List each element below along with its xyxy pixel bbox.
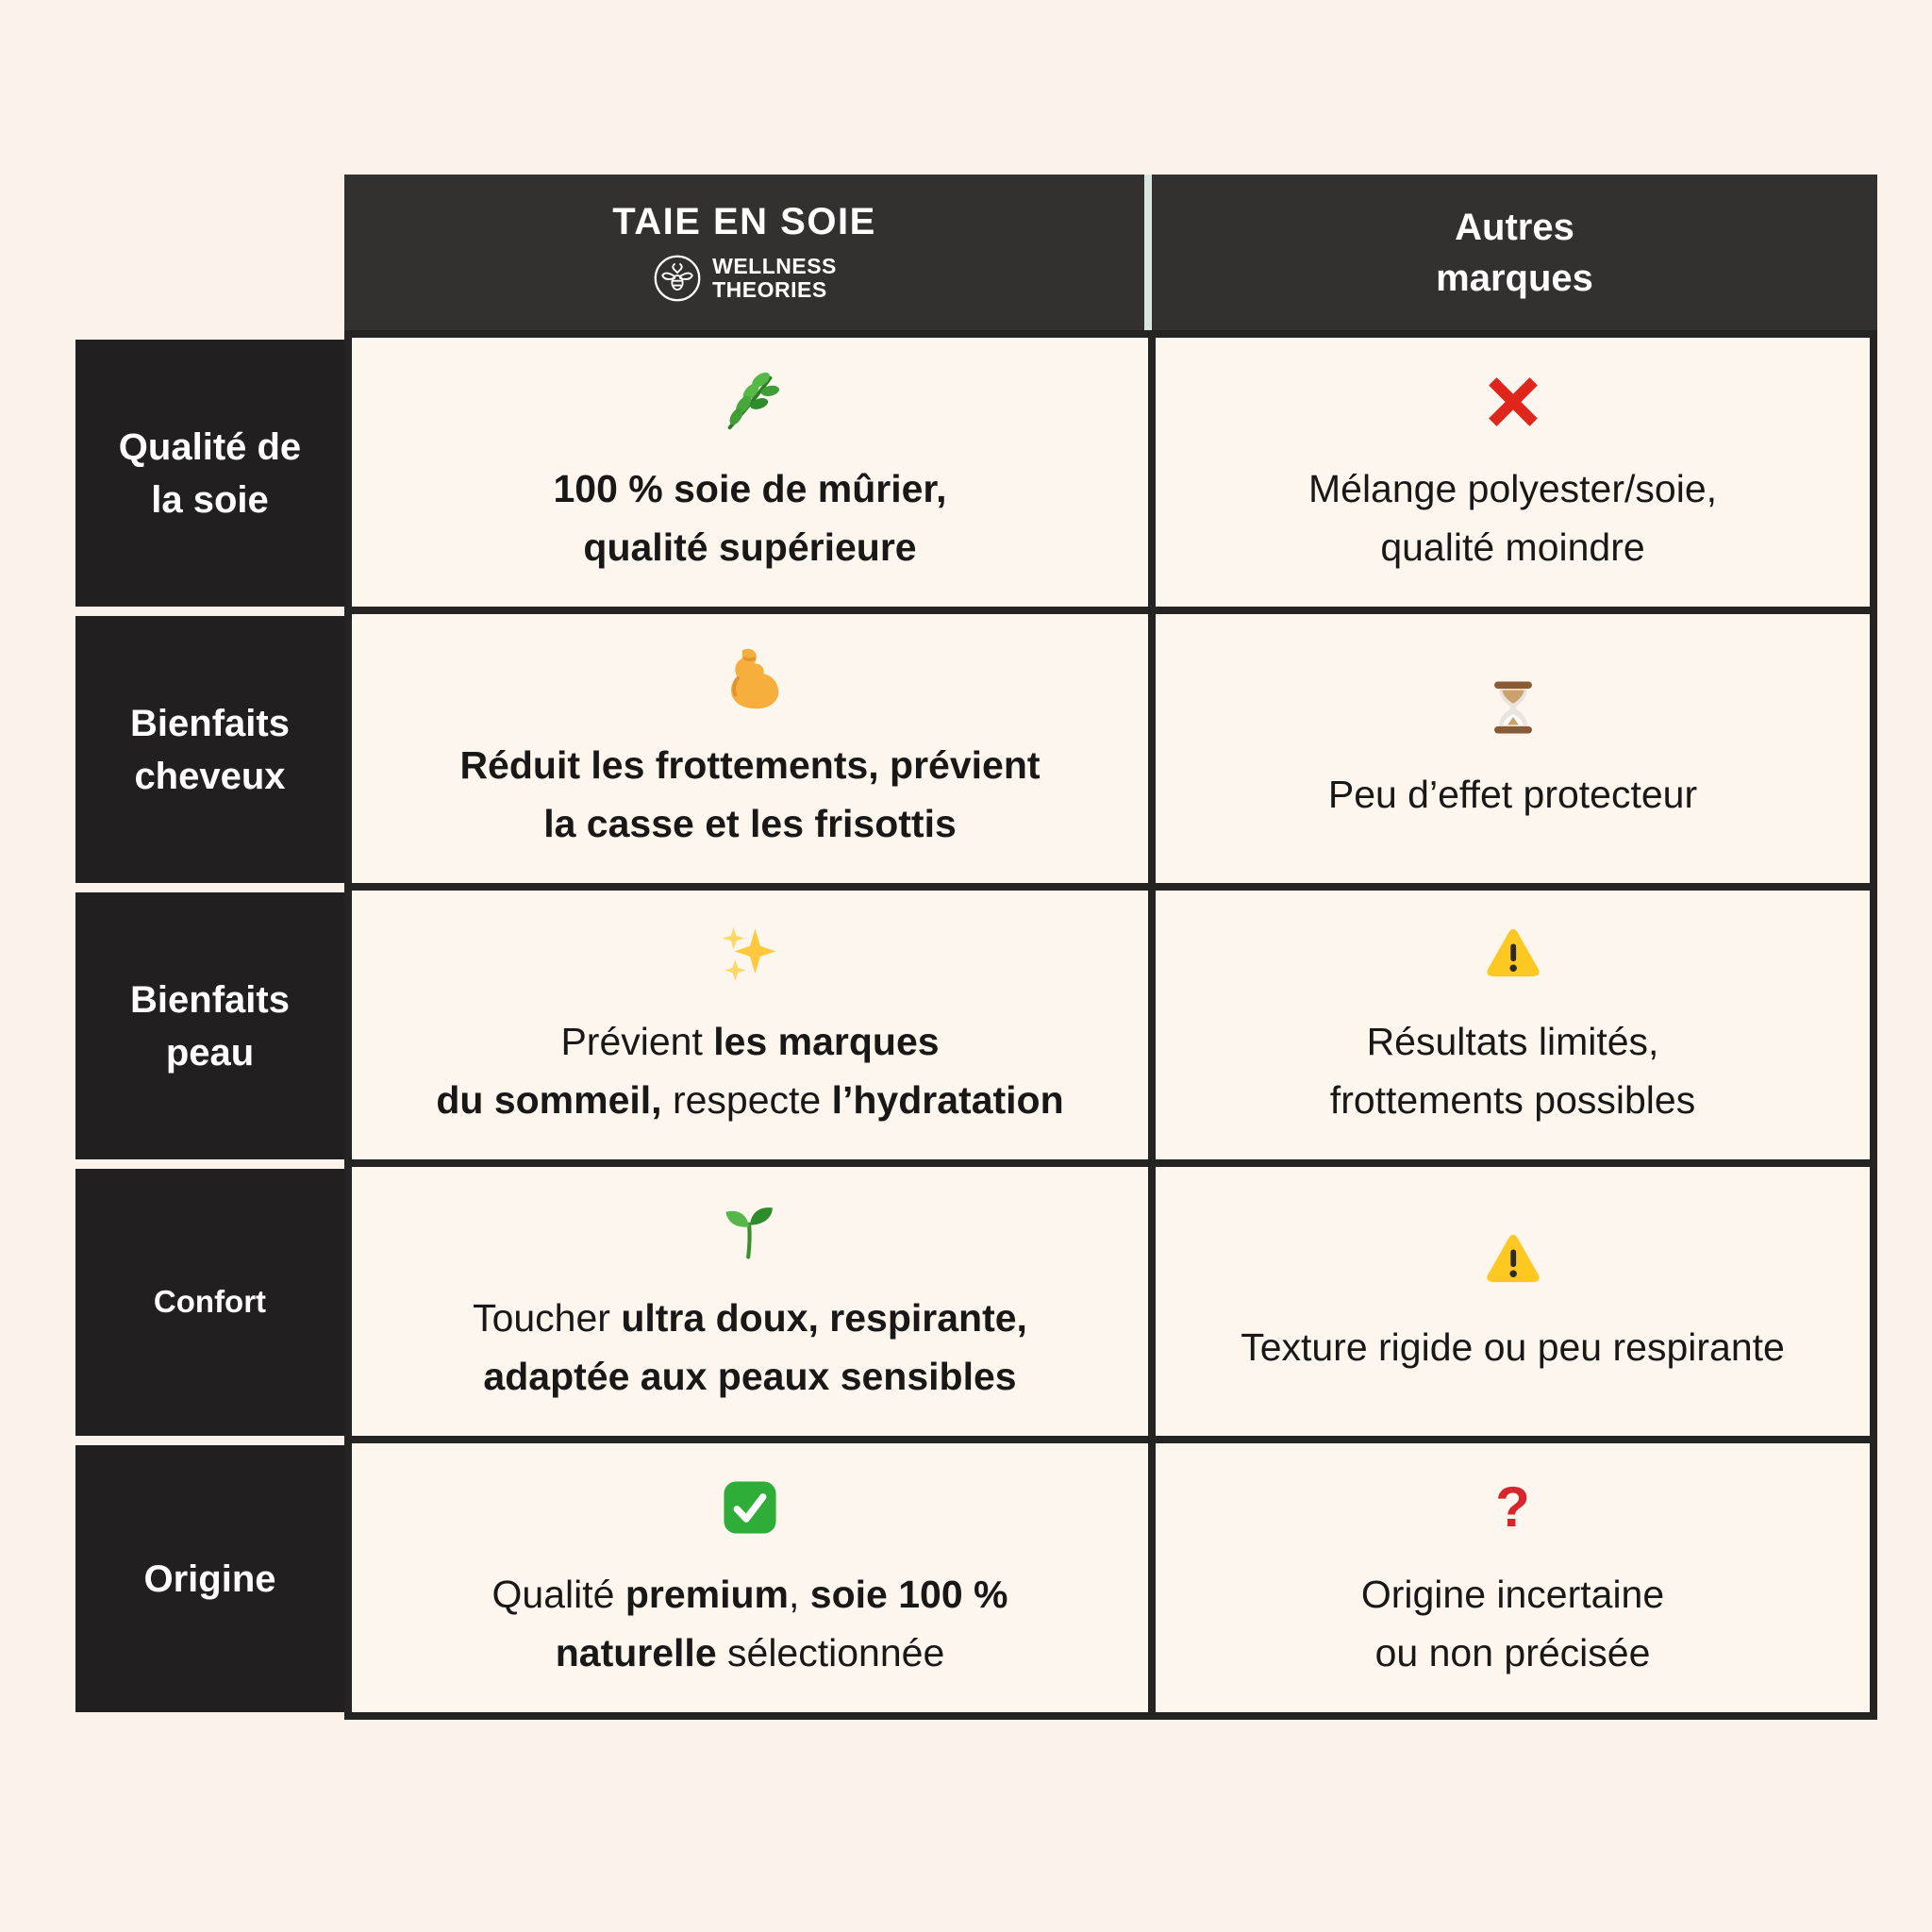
check-mark-icon [721, 1474, 779, 1541]
content-table [344, 175, 1877, 1722]
cell-hair-benefits-brand [352, 614, 1148, 883]
row-labels-column [75, 175, 344, 1722]
cell-text: Réduit les frottements, prévient la casse et les frisottis [459, 743, 1041, 845]
cell-silk-quality-brand [352, 338, 1148, 607]
cell-skin-benefits-brand [352, 891, 1148, 1159]
row-label-skin-benefits [75, 892, 344, 1159]
bee-icon [652, 253, 703, 304]
row-label-origin [75, 1445, 344, 1712]
brand-logo [652, 253, 837, 304]
red-question-icon: ? [1495, 1475, 1530, 1539]
warning-icon [1483, 1226, 1543, 1294]
cell-hair-benefits-other [1156, 614, 1870, 883]
brand-logo-text [712, 255, 837, 303]
row-label-silk-quality [75, 340, 344, 607]
cell-comfort-brand [352, 1167, 1148, 1436]
brand-logo-line1: WELLNESS [712, 253, 837, 278]
cell-text: Origine incertaine ou non précisée [1360, 1573, 1665, 1674]
comparison-table [75, 175, 1877, 1722]
header-row [344, 175, 1877, 330]
sparkles-icon [719, 921, 781, 989]
cell-text: Qualité premium, soie 100 % naturelle sélectionnée [491, 1573, 1008, 1674]
cell-skin-benefits-other [1156, 891, 1870, 1159]
row-label-comfort [75, 1169, 344, 1436]
cell-text: Résultats limités, frottements possibles [1329, 1020, 1696, 1122]
column-header-other-brands [1152, 175, 1877, 330]
warning-icon [1483, 921, 1543, 989]
column-header-brand [344, 175, 1144, 330]
herb-icon [717, 368, 783, 436]
cell-text: Toucher ultra doux, respirante, adaptée aux peaux sensibles [473, 1296, 1027, 1398]
cross-mark-icon [1485, 368, 1541, 436]
row-label-text: Qualité de la soie [118, 425, 302, 521]
brand-logo-line2: THEORIES [712, 277, 827, 302]
seedling-icon [719, 1197, 781, 1265]
brand-column-title: TAIE EN SOIE [612, 201, 876, 242]
other-brands-line2: marques [1436, 257, 1593, 299]
flexed-biceps-icon [719, 644, 781, 712]
cell-text: Mélange polyester/soie, qualité moindre [1307, 467, 1718, 569]
hourglass-icon [1485, 674, 1541, 741]
cell-comfort-other [1156, 1167, 1870, 1436]
cell-text: 100 % soie de mûrier, qualité supérieure [553, 467, 947, 569]
cell-origin-other [1156, 1443, 1870, 1712]
row-label-text: Bienfaits cheveux [130, 702, 290, 797]
table-body [344, 330, 1877, 1720]
header-divider [1144, 175, 1152, 330]
cell-text: Texture rigide ou peu respirante [1241, 1324, 1785, 1369]
cell-text: Peu d’effet protecteur [1327, 772, 1698, 816]
cell-text: Prévient les marques du sommeil, respecte l’hydratation [436, 1020, 1064, 1122]
row-label-hair-benefits [75, 616, 344, 883]
row-label-text: Bienfaits peau [130, 978, 290, 1074]
cell-origin-brand [352, 1443, 1148, 1712]
row-label-text: Confort [153, 1284, 267, 1320]
other-brands-line1: Autres [1455, 206, 1574, 248]
cell-silk-quality-other [1156, 338, 1870, 607]
row-label-text: Origine [143, 1557, 276, 1600]
